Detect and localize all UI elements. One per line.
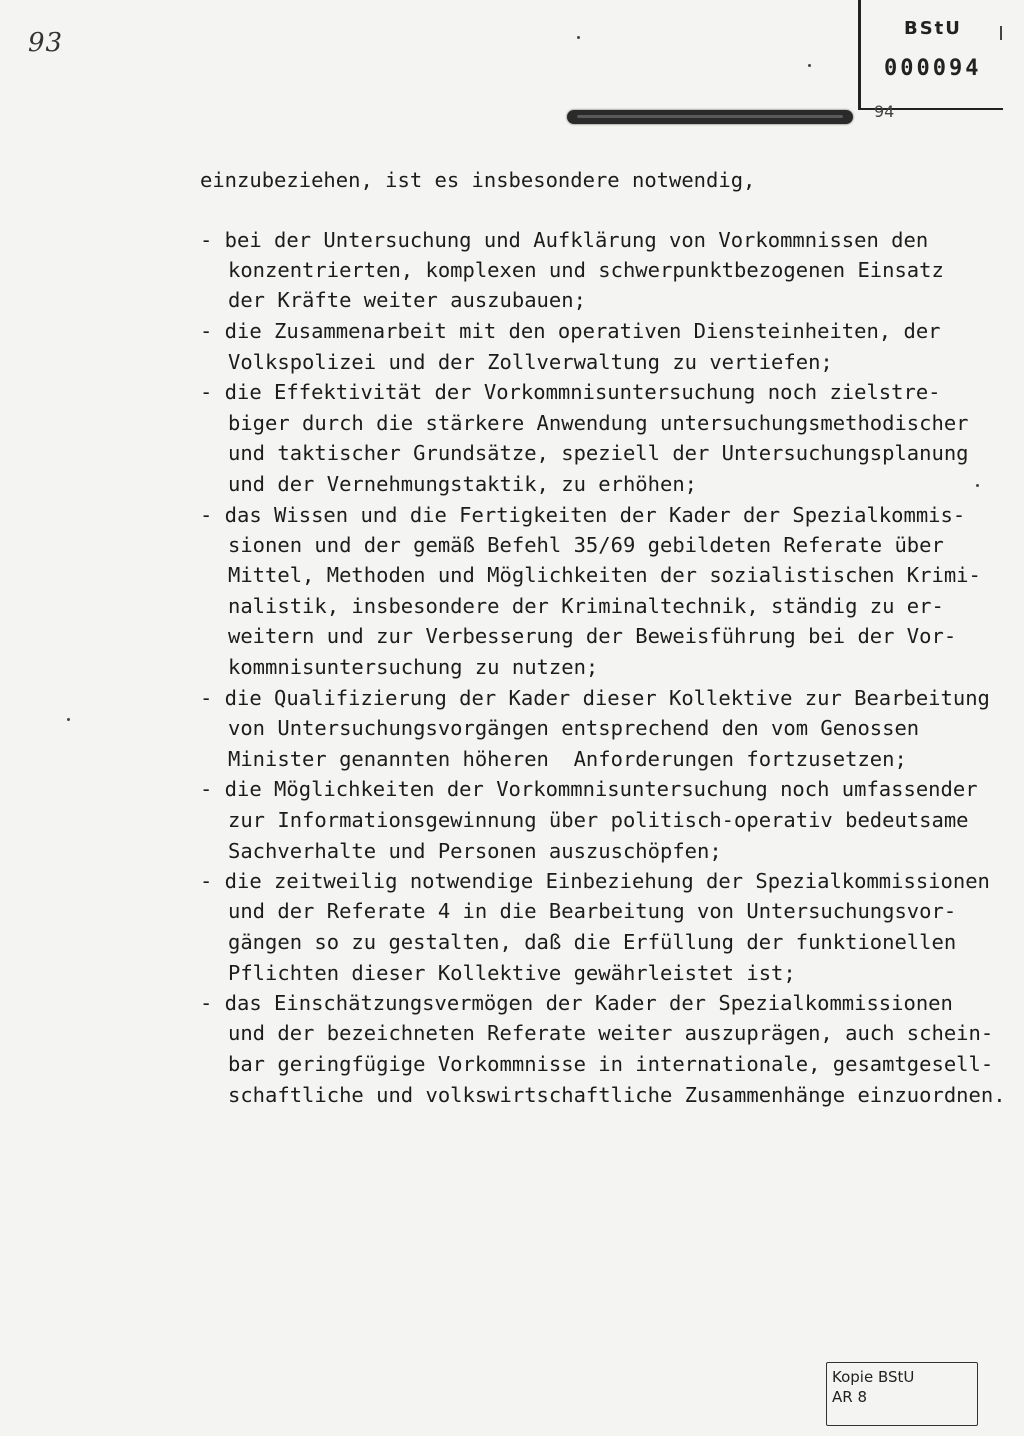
list-item-line: Minister genannten höheren Anforderungen fortzusetzen; (228, 747, 907, 771)
copy-stamp-code: AR 8 (832, 1388, 867, 1406)
list-item-line: - die Zusammenarbeit mit den operativen Diensteinheiten, der (200, 319, 941, 343)
speck (577, 36, 580, 39)
list-item-line: schaftliche und volkswirtschaftliche Zusammenhänge einzuordnen. (228, 1083, 1006, 1107)
archive-stamp-number: 000094 (884, 56, 982, 81)
list-item-line: Volkspolizei und der Zollverwaltung zu vertiefen; (228, 350, 833, 374)
list-item-line: - die Effektivität der Vorkommnisuntersuchung noch zielstre- (200, 380, 941, 404)
list-item-line: gängen so zu gestalten, daß die Erfüllung der funktionellen (228, 930, 957, 954)
list-item-line: - das Einschätzungsvermögen der Kader der Spezialkommissionen (200, 991, 953, 1015)
list-item-line: sionen und der gemäß Befehl 35/69 gebildeten Referate über (228, 533, 944, 557)
list-item-line: kommnisuntersuchung zu nutzen; (228, 655, 599, 679)
list-item-line: - die zeitweilig notwendige Einbeziehung der Spezialkommissionen (200, 869, 990, 893)
list-item-line: von Untersuchungsvorgängen entsprechend den vom Genossen (228, 716, 920, 740)
speck (67, 718, 70, 721)
archive-stamp-organization: BStU (904, 18, 962, 39)
list-item-line: - die Qualifizierung der Kader dieser Kollektive zur Bearbeitung (200, 686, 990, 710)
list-item-line: und taktischer Grundsätze, speziell der Untersuchungsplanung (228, 441, 969, 465)
intro-line: einzubeziehen, ist es insbesondere notwendig, (200, 168, 756, 192)
archive-stamp-frame (858, 0, 1003, 110)
list-item-line: weitern und zur Verbesserung der Beweisführung bei der Vor- (228, 624, 957, 648)
list-item-line: - bei der Untersuchung und Aufklärung von Vorkommnissen den (200, 228, 929, 252)
list-item-line: Sachverhalte und Personen auszuschöpfen; (228, 839, 722, 863)
list-item-line: Pflichten dieser Kollektive gewährleistet ist; (228, 961, 796, 985)
list-item-line: der Kräfte weiter auszubauen; (228, 288, 586, 312)
list-item-line: und der bezeichneten Referate weiter auszuprägen, auch schein- (228, 1021, 994, 1045)
list-item-line: und der Vernehmungstaktik, zu erhöhen; (228, 472, 697, 496)
page-marker: 94 (874, 102, 895, 121)
handwritten-page-number: 93 (28, 28, 64, 58)
speck (808, 64, 811, 67)
list-item-line: - die Möglichkeiten der Vorkommnisuntersuchung noch umfassender (200, 777, 978, 801)
list-item-line: biger durch die stärkere Anwendung untersuchungsmethodischer (228, 411, 969, 435)
redaction-bar (567, 110, 853, 124)
copy-stamp-label: Kopie BStU (832, 1368, 915, 1386)
list-item-line: und der Referate 4 in die Bearbeitung von Untersuchungsvor- (228, 899, 957, 923)
stamp-mark (1000, 26, 1002, 40)
list-item-line: zur Informationsgewinnung über politisch-operativ bedeutsame (228, 808, 969, 832)
list-item-line: Mittel, Methoden und Möglichkeiten der sozialistischen Krimi- (228, 563, 981, 587)
list-item-line: bar geringfügige Vorkommnisse in internationale, gesamtgesell- (228, 1052, 994, 1076)
list-item-line: nalistik, insbesondere der Kriminaltechnik, ständig zu er- (228, 594, 944, 618)
list-item-line: - das Wissen und die Fertigkeiten der Kader der Spezialkommis- (200, 503, 966, 527)
speck (976, 484, 979, 487)
list-item-line: konzentrierten, komplexen und schwerpunktbezogenen Einsatz (228, 258, 944, 282)
